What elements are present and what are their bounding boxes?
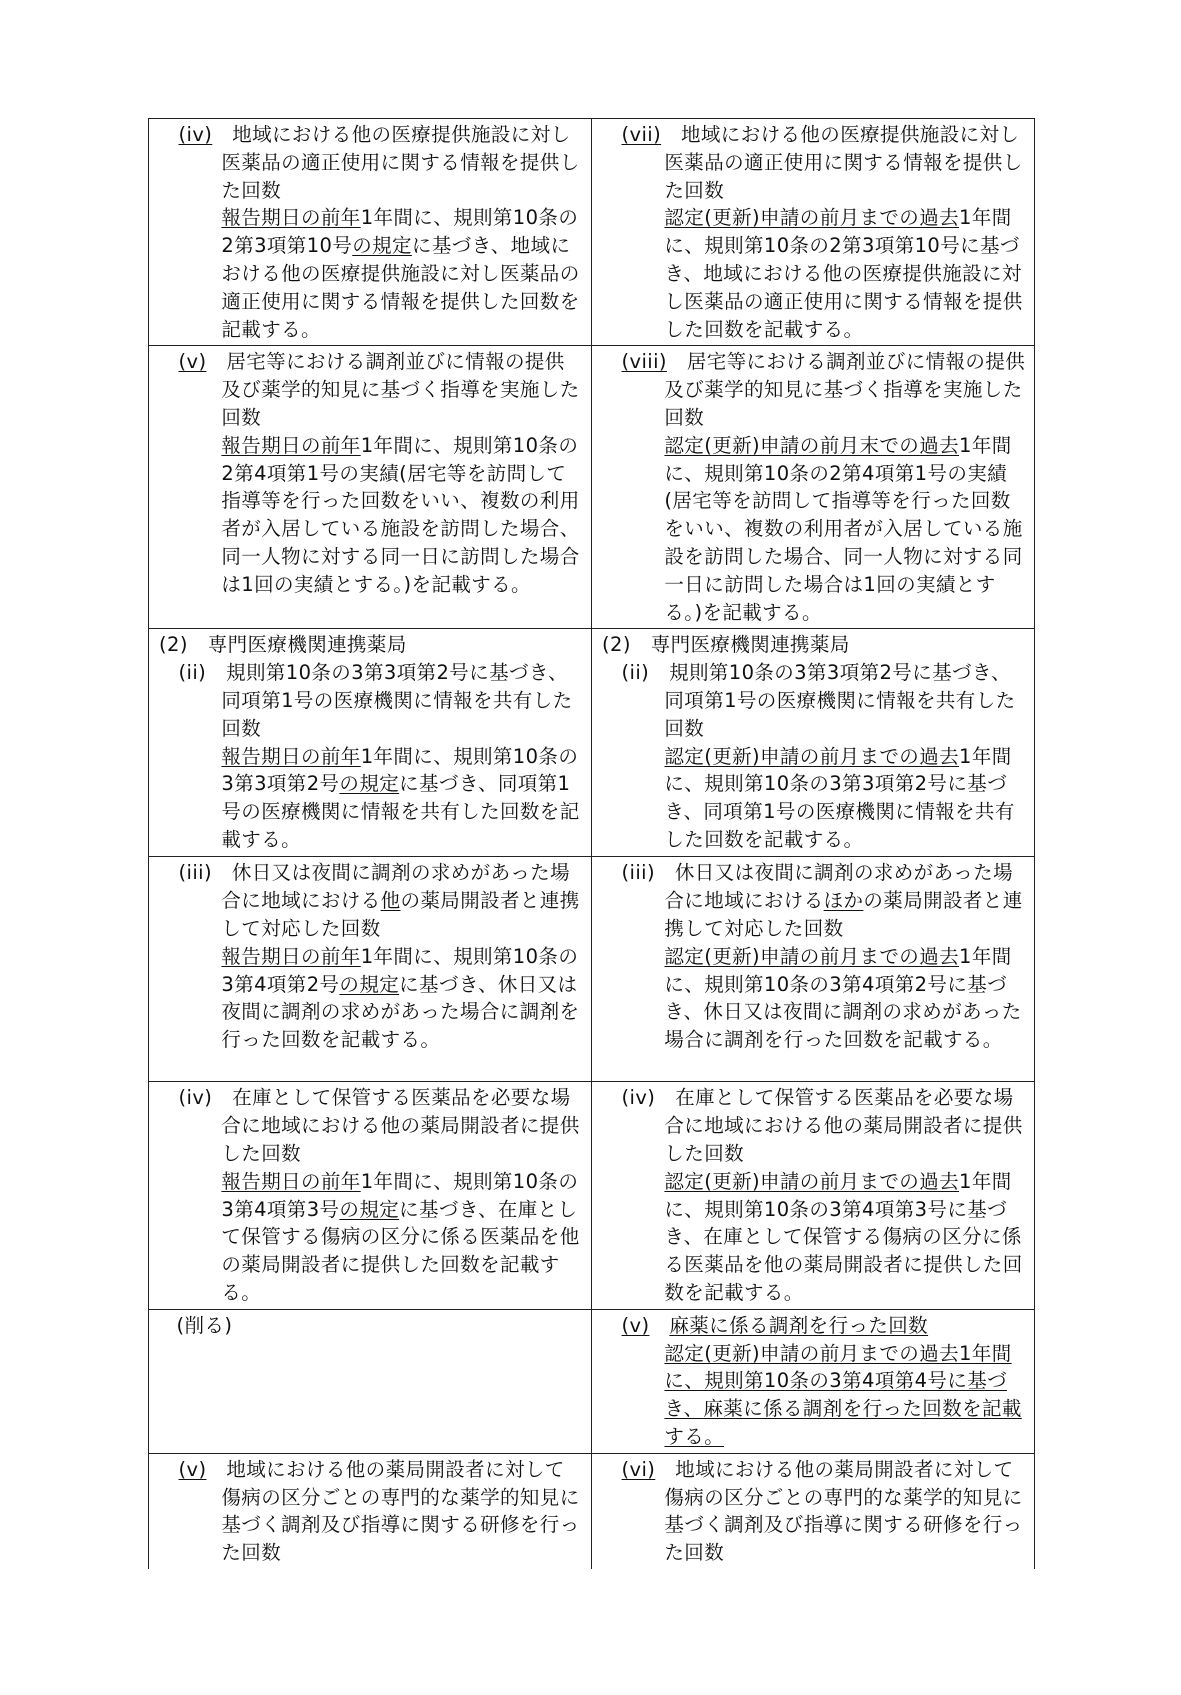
- item-heading: (iv) 在庫として保管する医薬品を必要な場合に地域における他の薬局開設者に提供した回数: [621, 1086, 1023, 1165]
- right-cell: [592, 1453, 1035, 1569]
- item-heading: (v) 地域における他の薬局開設者に対して傷病の区分ごとの専門的な薬学的知見に基づく調剤及び指導に関する研修を行った回数: [178, 1457, 580, 1565]
- item-heading: (vi) 地域における他の薬局開設者に対して傷病の区分ごとの専門的な薬学的知見に基づく調剤及び指導に関する研修を行った回数: [621, 1457, 1023, 1565]
- item-heading: (iii) 休日又は夜間に調剤の求めがあった場合に地域におけるほかの薬局開設者と連携して対応した回数: [621, 861, 1023, 940]
- item-body: 認定(更新)申請の前月末での過去1年間に、規則第10条の2第4項第1号の実績(居宅等を訪問して指導等を行った回数をいい、複数の利用者が入居している施設を訪問した場合、同一人物に対する同一日に訪問した場合は1回の実績とする。)を記載する。: [664, 433, 1023, 624]
- item-heading: (ii) 規則第10条の3第3項第2号に基づき、同項第1号の医療機関に情報を共有した回数: [178, 661, 573, 740]
- table-row: [149, 857, 1035, 1082]
- item-heading: (v) 麻薬に係る調剤を行った回数: [621, 1313, 929, 1337]
- item-heading: (viii) 居宅等における調剤並びに情報の提供及び薬学的知見に基づく指導を実施した回数: [621, 350, 1026, 429]
- item-body: 報告期日の前年1年間に、規則第10条の3第4項第3号の規定に基づき、在庫として保管する傷病の区分に係る医薬品を他の薬局開設者に提供した回数を記載する。: [221, 1169, 580, 1304]
- right-cell: [592, 1309, 1035, 1453]
- table-row: [149, 1453, 1035, 1569]
- item-heading: (vii) 地域における他の医療提供施設に対し医薬品の適正使用に関する情報を提供した回数: [621, 123, 1023, 202]
- left-cell: [149, 857, 592, 1082]
- item-body: 認定(更新)申請の前月までの過去1年間に、規則第10条の3第4項第4号に基づき、麻薬に係る調剤を行った回数を記載する。: [664, 1341, 1022, 1448]
- right-cell: [592, 629, 1035, 857]
- table-row: [149, 1082, 1035, 1309]
- section-heading: (2) 専門医療機関連携薬局: [159, 633, 407, 657]
- table-row: [149, 119, 1035, 346]
- item-body: 報告期日の前年1年間に、規則第10条の2第3項第10号の規定に基づき、地域における他の医療提供施設に対し医薬品の適正使用に関する情報を提供した回数を記載する。: [221, 206, 580, 341]
- left-cell: [149, 346, 592, 629]
- right-cell: [592, 119, 1035, 346]
- comparison-table: [148, 118, 1035, 1569]
- table-row: [149, 1309, 1035, 1453]
- item-body: 認定(更新)申請の前月までの過去1年間に、規則第10条の3第4項第2号に基づき、休日又は夜間に調剤の求めがあった場合に調剤を行った回数を記載する。: [664, 944, 1022, 1052]
- section-heading: (2) 専門医療機関連携薬局: [602, 633, 850, 657]
- item-body: 認定(更新)申請の前月までの過去1年間に、規則第10条の3第4項第3号に基づき、在庫として保管する傷病の区分に係る医薬品を他の薬局開設者に提供した回数を記載する。: [664, 1169, 1023, 1304]
- left-cell: [149, 119, 592, 346]
- table-row: [149, 346, 1035, 629]
- item-heading: (ii) 規則第10条の3第3項第2号に基づき、同項第1号の医療機関に情報を共有した回数: [621, 661, 1016, 740]
- left-cell: [149, 1309, 592, 1453]
- right-cell: [592, 1082, 1035, 1309]
- deleted-mark: (削る): [176, 1313, 233, 1337]
- left-cell: [149, 1082, 592, 1309]
- item-body: 報告期日の前年1年間に、規則第10条の3第3項第2号の規定に基づき、同項第1号の医療機関に情報を共有した回数を記載する。: [221, 744, 580, 851]
- item-heading: (iv) 在庫として保管する医薬品を必要な場合に地域における他の薬局開設者に提供した回数: [178, 1086, 580, 1165]
- item-body: 認定(更新)申請の前月までの過去1年間に、規則第10条の3第3項第2号に基づき、同項第1号の医療機関に情報を共有した回数を記載する。: [664, 744, 1015, 851]
- item-heading: (iv) 地域における他の医療提供施設に対し医薬品の適正使用に関する情報を提供した回数: [178, 123, 580, 202]
- left-cell: [149, 629, 592, 857]
- right-cell: [592, 346, 1035, 629]
- item-body: 報告期日の前年1年間に、規則第10条の3第4項第2号の規定に基づき、休日又は夜間に調剤の求めがあった場合に調剤を行った回数を記載する。: [221, 944, 580, 1052]
- left-cell: [149, 1453, 592, 1569]
- item-body: 報告期日の前年1年間に、規則第10条の2第4項第1号の実績(居宅等を訪問して指導等を行った回数をいい、複数の利用者が入居している施設を訪問した場合、同一人物に対する同一日に訪問した場合は1回の実績とする。)を記載する。: [221, 433, 580, 596]
- table-row: [149, 629, 1035, 857]
- item-heading: (iii) 休日又は夜間に調剤の求めがあった場合に地域における他の薬局開設者と連携して対応した回数: [178, 861, 580, 940]
- right-cell: [592, 857, 1035, 1082]
- item-heading: (v) 居宅等における調剤並びに情報の提供及び薬学的知見に基づく指導を実施した回数: [178, 350, 580, 429]
- item-body: 認定(更新)申請の前月までの過去1年間に、規則第10条の2第3項第10号に基づき、地域における他の医療提供施設に対し医薬品の適正使用に関する情報を提供した回数を記載する。: [664, 206, 1023, 341]
